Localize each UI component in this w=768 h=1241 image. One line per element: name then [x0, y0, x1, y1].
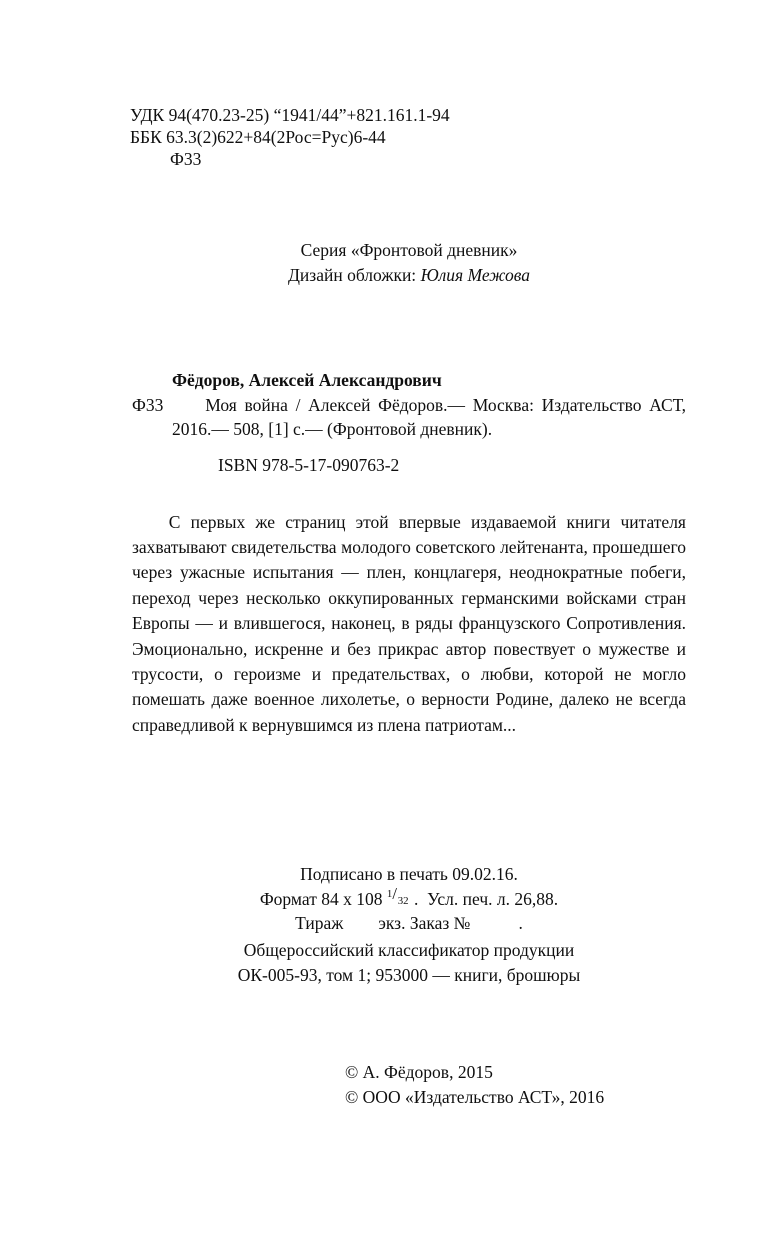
format-fraction [386, 884, 414, 908]
biblio-description-line-2: АСТ, 2016.— 508, [1] с.— (Фронтовой дневник). [172, 394, 686, 439]
biblio-description-line-1: Моя война / Алексей Фёдоров.— Москва: Издательство [205, 394, 642, 415]
copyright-author-line: © А. Фёдоров, 2015 [345, 1062, 493, 1082]
format-line [132, 884, 686, 912]
fraction-numerator: 1 [386, 888, 393, 901]
annotation-paragraph: С первых же страниц этой впервые издаваемой книги читателя захватывают свидетельства молодого советского лейтенанта, прошедшего через ужасные испытания — плен, концлагеря, неоднократные побеги, переход через несколько оккупированных германскими войсками стран Европы — и влившегося, наконец, в ряды французского Сопротивления. Эмоционально, искренне и без прикрас автор повествует о мужестве и трусости, о героизме и предательствах, о любви, которой не могло помешать даже военное лихолетье, о верности Родине, далеко не всегда справедливой к вернувшимся из плена патриотам... [132, 511, 686, 735]
bbk-code: ББК 63.3(2)622+84(2Рос=Рус)6-44 [130, 127, 386, 147]
isbn-line: ISBN 978-5-17-090763-2 [218, 455, 400, 475]
cover-designer-label: Дизайн обложки: [288, 265, 421, 285]
fraction-bar: / [392, 884, 397, 904]
classification-codes [130, 104, 450, 170]
udk-code: УДК 94(470.23-25) “1941/44”+821.161.1-94 [130, 105, 450, 125]
copyright-block [345, 1060, 604, 1110]
format-prefix: Формат 84 х 108 [259, 888, 387, 909]
classifier-line-1: Общероссийский классификатор продукции [243, 940, 575, 960]
biblio-author: Фёдоров, Алексей Александрович [172, 370, 442, 390]
cover-designer-name: Юлия Межова [420, 265, 530, 285]
fraction-denominator: 32 [397, 895, 409, 908]
format-suffix: . Усл. печ. л. 26,88. [413, 888, 559, 909]
print-run-line: Тираж экз. Заказ № . [295, 913, 523, 933]
author-mark-code: Ф33 [170, 149, 202, 169]
classifier-line-2: ОК-005-93, том 1; 953000 — книги, брошюры [237, 965, 581, 985]
shelf-mark: Ф33 [132, 394, 164, 415]
series-block [132, 238, 686, 288]
imprint-block [132, 862, 686, 936]
biblio-body [132, 393, 686, 442]
copyright-publisher-line: © ООО «Издательство АСТ», 2016 [345, 1087, 605, 1107]
cover-designer [132, 263, 686, 288]
product-classifier-block [132, 938, 686, 988]
bibliographic-description [132, 368, 686, 442]
signed-to-print-line: Подписано в печать 09.02.16. [300, 864, 518, 884]
series-title: Серия «Фронтовой дневник» [300, 240, 518, 260]
